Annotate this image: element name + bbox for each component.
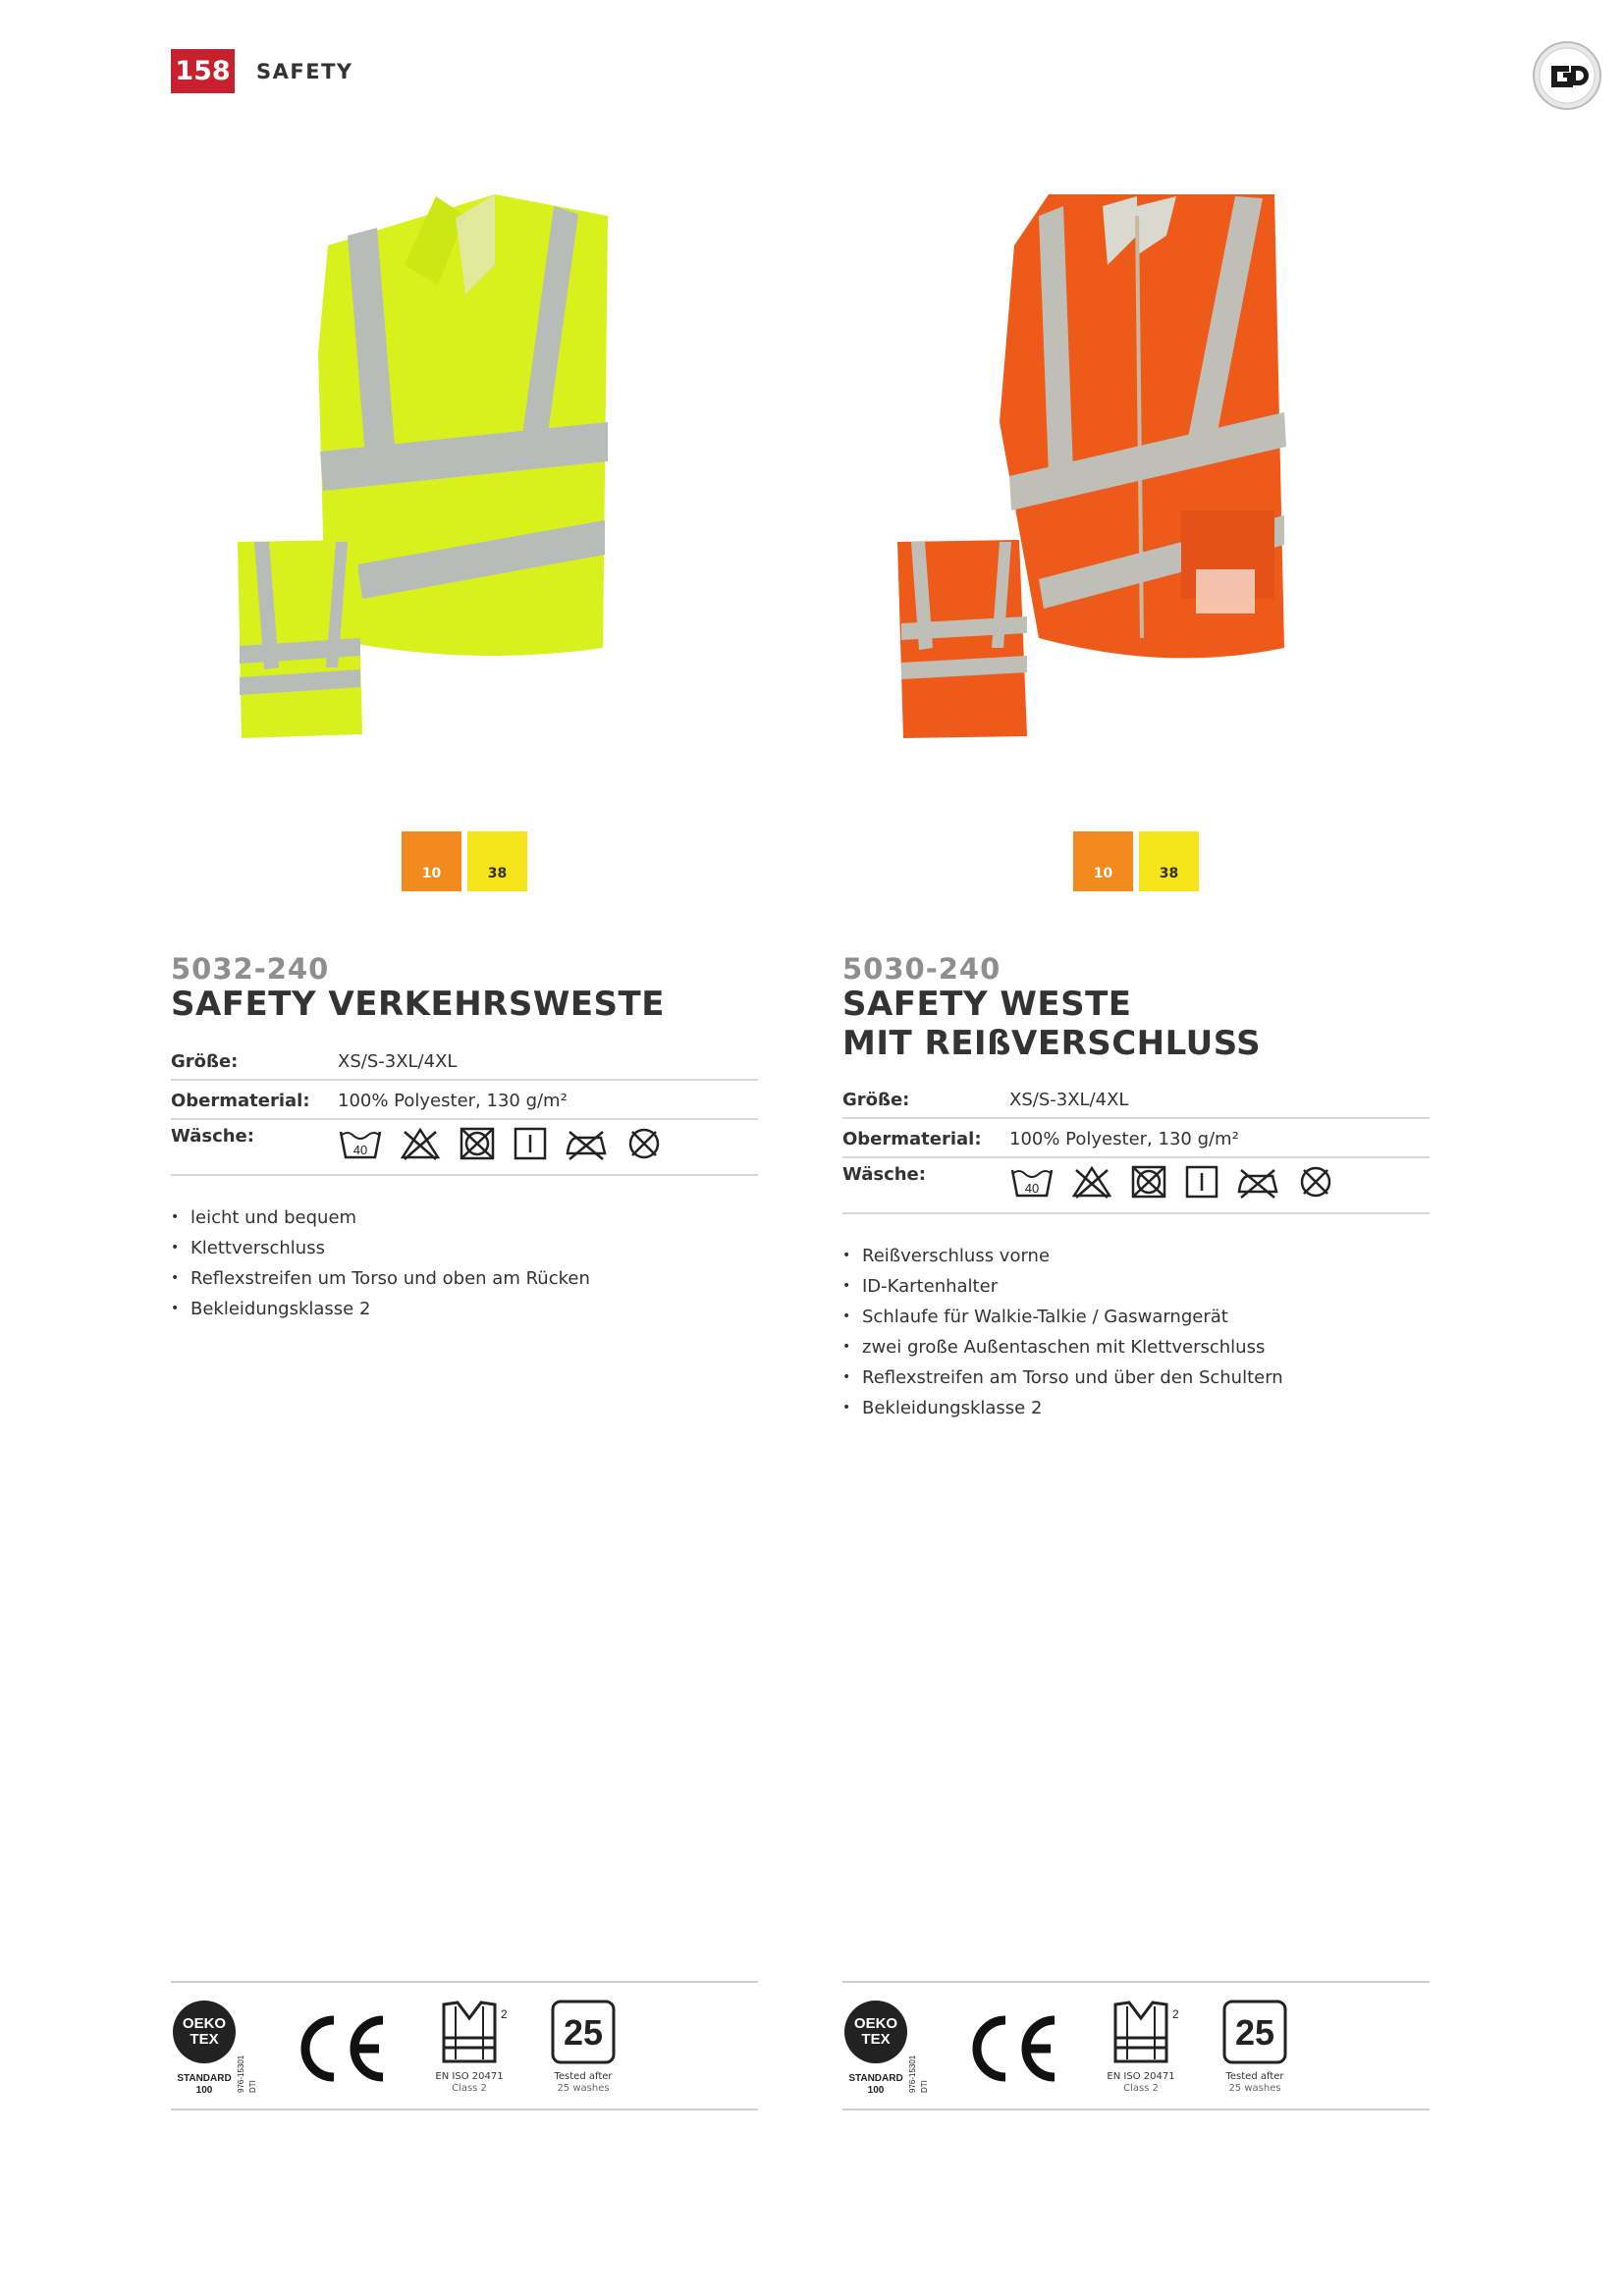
spec-row-wash (842, 1158, 1430, 1214)
color-swatch[interactable]: 38 (1139, 831, 1199, 891)
svg-text:40: 40 (1024, 1181, 1040, 1196)
feature-item: • Reißverschluss vorne (842, 1241, 1430, 1271)
product-title-line: SAFETY WESTE (842, 985, 1132, 1024)
feature-list (171, 1202, 758, 1324)
en-iso-20471-badge (430, 1999, 509, 2095)
no-bleach-icon (1070, 1164, 1113, 1200)
feature-item: • Bekleidungsklasse 2 (171, 1294, 758, 1324)
cert-caption: 25 washes (557, 2083, 610, 2094)
cert-caption: 25 washes (1228, 2083, 1281, 2094)
spec-row-wash (171, 1120, 758, 1176)
spec-row-size (171, 1048, 758, 1081)
care-symbols (338, 1126, 664, 1161)
svg-text:2: 2 (1172, 2007, 1179, 2021)
spec-row-size (842, 1087, 1430, 1119)
line-dry-icon (513, 1126, 548, 1161)
line-dry-icon (1184, 1164, 1219, 1200)
cert-caption: EN ISO 20471 (1107, 2071, 1175, 2082)
spec-label: Obermaterial: (171, 1091, 310, 1111)
spec-label: Obermaterial: (842, 1129, 982, 1149)
tested-washes-badge (544, 1999, 623, 2095)
svg-text:STANDARD: STANDARD (177, 2073, 232, 2084)
svg-text:100: 100 (867, 2085, 885, 2096)
brand-logo (1532, 40, 1602, 111)
cert-caption: EN ISO 20471 (435, 2071, 504, 2082)
cert-caption: Class 2 (452, 2083, 487, 2094)
feature-item: • Reflexstreifen am Torso und über den Schultern (842, 1362, 1430, 1393)
spec-label: Größe: (171, 1051, 239, 1072)
certification-bar (842, 1981, 1430, 2110)
svg-text:976-15301: 976-15301 (237, 2055, 245, 2093)
ce-mark-icon (293, 2012, 391, 2089)
svg-text:976-15301: 976-15301 (908, 2055, 917, 2093)
page-number: 158 (171, 49, 235, 93)
no-bleach-icon (399, 1126, 442, 1161)
product-title (842, 985, 1261, 1063)
no-dry-clean-icon (624, 1126, 664, 1161)
svg-text:DTI: DTI (920, 2080, 929, 2093)
spec-label: Größe: (842, 1090, 910, 1110)
en-iso-20471-badge (1102, 1999, 1180, 2095)
product-code: 5030-240 (842, 952, 1001, 986)
spec-value: 100% Polyester, 130 g/m² (338, 1091, 568, 1111)
product-title-line: MIT REIßVERSCHLUSS (842, 1024, 1262, 1063)
svg-text:2: 2 (501, 2007, 508, 2021)
no-tumble-dry-icon (1129, 1164, 1168, 1200)
cert-caption: Tested after (554, 2071, 613, 2082)
spec-value: XS/S-3XL/4XL (338, 1051, 458, 1072)
feature-item: • Schlaufe für Walkie-Talkie / Gaswarngerät (842, 1302, 1430, 1332)
no-dry-clean-icon (1296, 1164, 1335, 1200)
spec-label: Wäsche: (171, 1126, 254, 1147)
wash-40-icon (1009, 1164, 1055, 1200)
product-photo-yellow-vest (171, 177, 758, 766)
color-swatches (1073, 831, 1199, 891)
care-symbols (1009, 1164, 1335, 1200)
no-iron-icon (564, 1126, 609, 1161)
oeko-tex-badge (171, 1999, 257, 2103)
svg-text:DTI: DTI (248, 2080, 257, 2093)
page-header (171, 49, 353, 93)
spec-label: Wäsche: (842, 1164, 926, 1185)
oeko-tex-badge (842, 1999, 929, 2103)
svg-text:TEX: TEX (861, 2031, 891, 2048)
feature-item: • leicht und bequem (171, 1202, 758, 1233)
svg-text:STANDARD: STANDARD (848, 2073, 903, 2084)
svg-text:40: 40 (352, 1143, 368, 1157)
feature-item: • ID-Kartenhalter (842, 1271, 1430, 1302)
ce-mark-icon (964, 2012, 1062, 2089)
feature-item: • Klettverschluss (171, 1233, 758, 1263)
no-iron-icon (1235, 1164, 1280, 1200)
color-swatch[interactable]: 38 (467, 831, 527, 891)
product-title-line: SAFETY VERKEHRSWESTE (171, 985, 665, 1024)
feature-item: • zwei große Außentaschen mit Klettverschluss (842, 1332, 1430, 1362)
svg-text:OEKO: OEKO (182, 2015, 227, 2032)
svg-text:100: 100 (195, 2085, 213, 2096)
spec-table (842, 1087, 1430, 1214)
cert-caption: Class 2 (1123, 2083, 1159, 2094)
spec-value: XS/S-3XL/4XL (1009, 1090, 1129, 1110)
spec-table (171, 1048, 758, 1176)
certification-bar (171, 1981, 758, 2110)
spec-row-material (842, 1119, 1430, 1158)
product-photo-orange-vest (842, 177, 1430, 766)
spec-value: 100% Polyester, 130 g/m² (1009, 1129, 1239, 1149)
feature-item: • Bekleidungsklasse 2 (842, 1393, 1430, 1423)
color-swatch[interactable]: 10 (402, 831, 461, 891)
product-title (171, 985, 665, 1024)
no-tumble-dry-icon (458, 1126, 497, 1161)
feature-list (842, 1241, 1430, 1423)
section-title: SAFETY (256, 59, 353, 83)
wash-40-icon (338, 1126, 383, 1161)
svg-text:25: 25 (563, 2012, 604, 2053)
product-code: 5032-240 (171, 952, 330, 986)
tested-washes-badge (1216, 1999, 1294, 2095)
cert-caption: Tested after (1225, 2071, 1284, 2082)
svg-text:25: 25 (1234, 2012, 1275, 2053)
svg-text:OEKO: OEKO (853, 2015, 898, 2032)
color-swatch[interactable]: 10 (1073, 831, 1133, 891)
feature-item: • Reflexstreifen um Torso und oben am Rücken (171, 1263, 758, 1294)
color-swatches (402, 831, 527, 891)
svg-text:TEX: TEX (189, 2031, 219, 2048)
spec-row-material (171, 1081, 758, 1120)
